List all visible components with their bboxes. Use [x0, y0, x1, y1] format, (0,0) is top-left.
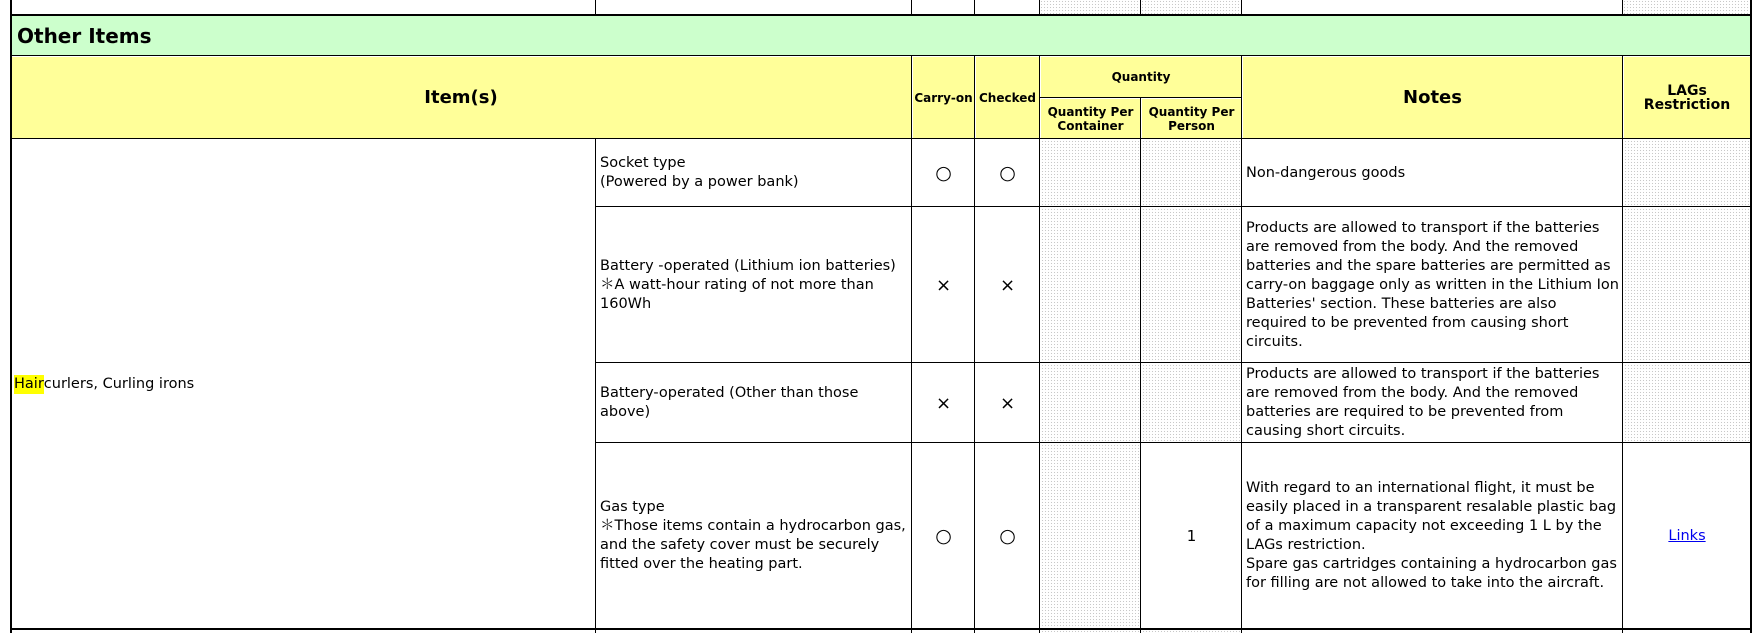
row-1-qty-container — [1041, 140, 1140, 206]
row-1-checked: ○ — [999, 162, 1016, 184]
vline — [974, 56, 975, 633]
header-quantity: Quantity — [1041, 57, 1241, 97]
row-3-notes: Products are allowed to transport if the batteries are removed from the body. And the removed batteries are required to be prevented from causing short circuits. — [1246, 366, 1600, 439]
row-4-notes: With regard to an international flight, it must be easily placed in a transparent resalable plastic bag of a maximum capacity not exceeding 1 L by the LAGs restriction. Spare gas cartridges containing a hydrocarbon gas for filling are not allowed to take into the aircraft. — [1246, 480, 1617, 591]
header-carry-on: Carry-on — [913, 57, 974, 138]
row-2-carry-on: × — [935, 274, 952, 296]
vline — [595, 139, 596, 633]
row-2-checked: × — [999, 274, 1016, 296]
row-3-type: Battery-operated (Other than those above) — [600, 385, 859, 420]
hline — [596, 362, 1751, 363]
prev-row-qty-person — [1141, 0, 1241, 14]
vline — [1140, 0, 1141, 14]
header-checked: Checked — [976, 57, 1039, 138]
row-2-lags — [1624, 208, 1750, 362]
header-qty-per-person: Quantity Per Person — [1142, 99, 1241, 138]
item-name-highlight: Hair — [14, 375, 44, 392]
hline — [596, 206, 1751, 207]
row-1-carry-on: ○ — [935, 162, 952, 184]
hline — [10, 628, 1751, 630]
vline — [1039, 0, 1040, 14]
row-4-type: Gas type ＊Those items contain a hydrocarbon gas, and the safety cover must be securely fitted over the heating part. — [600, 499, 906, 572]
row-4-lags — [1624, 444, 1750, 628]
row-2-notes: Products are allowed to transport if the batteries are removed from the body. And the removed batteries and the spare batteries are permitted as carry-on baggage only as written in the Lithium Ion Batteries' section. These batteries are also required to be prevented from causing short circuits. — [1246, 219, 1619, 350]
hline — [10, 14, 1751, 16]
vline — [1750, 0, 1752, 633]
item-name-rest: curlers, Curling irons — [43, 375, 195, 392]
vline — [1241, 0, 1242, 14]
prev-row-qty-container — [1040, 0, 1141, 14]
prev-row-lags — [1623, 0, 1749, 14]
row-4-qty-person: 1 — [1186, 527, 1197, 545]
vline — [1622, 0, 1623, 14]
row-2-type: Battery -operated (Lithium ion batteries) ＊A watt-hour rating of not more than 160Wh — [600, 257, 896, 312]
row-3-lags — [1624, 364, 1750, 442]
section-title: Other Items — [11, 16, 1750, 55]
row-4-checked: ○ — [999, 525, 1016, 547]
row-3-checked: × — [999, 392, 1016, 414]
row-2-qty-container — [1041, 208, 1140, 362]
row-4-qty-container — [1041, 444, 1140, 628]
row-1-qty-person — [1142, 140, 1241, 206]
row-4-carry-on: ○ — [935, 525, 952, 547]
header-lags: LAGs Restriction — [1624, 57, 1750, 138]
row-2-qty-person — [1142, 208, 1241, 362]
row-3-qty-person — [1142, 364, 1241, 442]
vline — [1140, 98, 1141, 633]
row-1-notes: Non-dangerous goods — [1246, 164, 1406, 181]
row-3-carry-on: × — [935, 392, 952, 414]
row-1-type: Socket type (Powered by a power bank) — [600, 155, 799, 190]
header-notes: Notes — [1243, 57, 1622, 138]
hline — [10, 138, 1751, 139]
hline — [10, 55, 1751, 56]
vline — [974, 0, 975, 14]
vline — [911, 56, 912, 633]
vline — [1241, 56, 1242, 633]
vline — [911, 0, 912, 14]
header-qty-per-container: Quantity Per Container — [1041, 99, 1140, 138]
vline — [1039, 56, 1040, 633]
hline — [1040, 97, 1242, 98]
row-1-lags — [1624, 140, 1750, 206]
lags-links-link[interactable]: Links — [1668, 528, 1706, 544]
vline — [1622, 56, 1623, 633]
vline — [10, 0, 12, 633]
header-items: Item(s) — [11, 57, 911, 138]
row-3-qty-container — [1041, 364, 1140, 442]
vline — [595, 0, 596, 14]
hline — [596, 442, 1751, 443]
item-name — [11, 140, 595, 628]
